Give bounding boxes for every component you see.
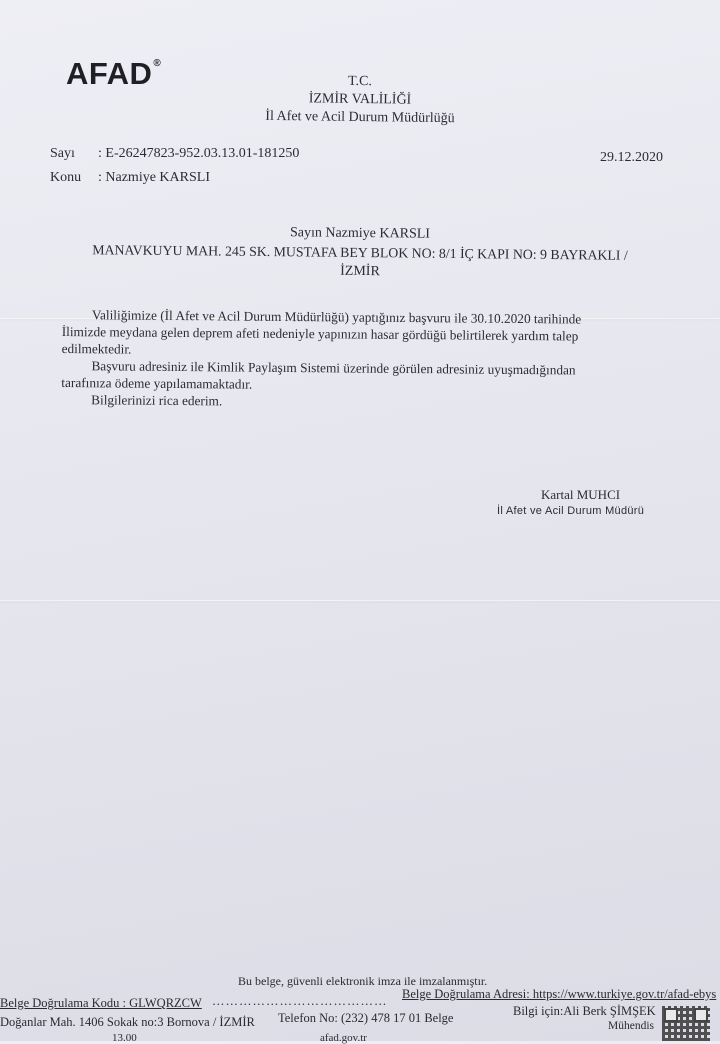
verify-address: Belge Doğrulama Adresi: https://www.turkiye.gov.tr/afad-ebys bbox=[402, 987, 717, 1001]
footer-partial-time: 13.00 bbox=[112, 1032, 137, 1044]
konu-value: : Nazmiye KARSLI bbox=[98, 170, 210, 185]
footer-partial-web: afad.gov.tr bbox=[320, 1032, 367, 1044]
signer-title: İl Afet ve Acil Durum Müdürü bbox=[497, 505, 645, 517]
header-tc: T.C. bbox=[347, 73, 373, 90]
registered-mark: ® bbox=[153, 58, 162, 69]
office-address: Doğanlar Mah. 1406 Sokak no:3 Bornova / İZMİR bbox=[0, 1015, 255, 1029]
recipient-address-line1: MANAVKUYU MAH. 245 SK. MUSTAFA BEY BLOK NO: 8/1 İÇ KAPI NO: 9 BAYRAKLI / bbox=[92, 242, 628, 263]
verify-code: Belge Doğrulama Kodu : GLWQRZCW bbox=[0, 996, 202, 1010]
body-line: İlimizde meydana gelen deprem afeti nedeniyle yapınızın hasar gördüğü belirtilerek yardım talep bbox=[61, 323, 579, 344]
body-line: Bilgilerinizi rica ederim. bbox=[91, 392, 223, 409]
dotted-line: ………………………………… bbox=[212, 994, 388, 1008]
konu-label: Konu bbox=[50, 170, 82, 185]
body-line: edilmektedir. bbox=[61, 340, 132, 357]
logo-text: AFAD bbox=[66, 56, 153, 91]
contact-role: Mühendis bbox=[608, 1020, 654, 1032]
letter-body bbox=[61, 306, 674, 413]
recipient-address-line2: İZMİR bbox=[340, 263, 380, 280]
header-mudurluk: İl Afet ve Acil Durum Müdürlüğü bbox=[265, 108, 455, 127]
header-valilik: İZMİR VALİLİĞİ bbox=[308, 91, 412, 108]
office-phone: Telefon No: (232) 478 17 01 Belge bbox=[278, 1011, 454, 1025]
sayi-label: Sayı bbox=[50, 146, 75, 161]
signer-name: Kartal MUHCI bbox=[541, 487, 621, 502]
recipient-name: Sayın Nazmiye KARSLI bbox=[289, 225, 431, 242]
sayi-value: : E-26247823-952.03.13.01-181250 bbox=[98, 146, 300, 161]
body-line: tarafınıza ödeme yapılamamaktadır. bbox=[61, 374, 253, 392]
body-line: Başvuru adresiniz ile Kimlik Paylaşım Sistemi üzerinde görülen adresiniz uyuşmadığından bbox=[91, 358, 576, 378]
esign-notice: Bu belge, güvenli elektronik imza ile imzalanmıştır. bbox=[238, 974, 488, 988]
qr-code-icon bbox=[662, 1006, 710, 1041]
contact-info: Bilgi için:Ali Berk ŞİMŞEK bbox=[513, 1004, 656, 1018]
paper-fold bbox=[0, 600, 720, 601]
body-line: Valiliğimize (İl Afet ve Acil Durum Müdürlüğü) yaptığınız başvuru ile 30.10.2020 tarihinde bbox=[91, 307, 582, 327]
afad-logo bbox=[66, 56, 161, 92]
document-date: 29.12.2020 bbox=[600, 150, 663, 165]
document-footer bbox=[0, 968, 720, 1044]
